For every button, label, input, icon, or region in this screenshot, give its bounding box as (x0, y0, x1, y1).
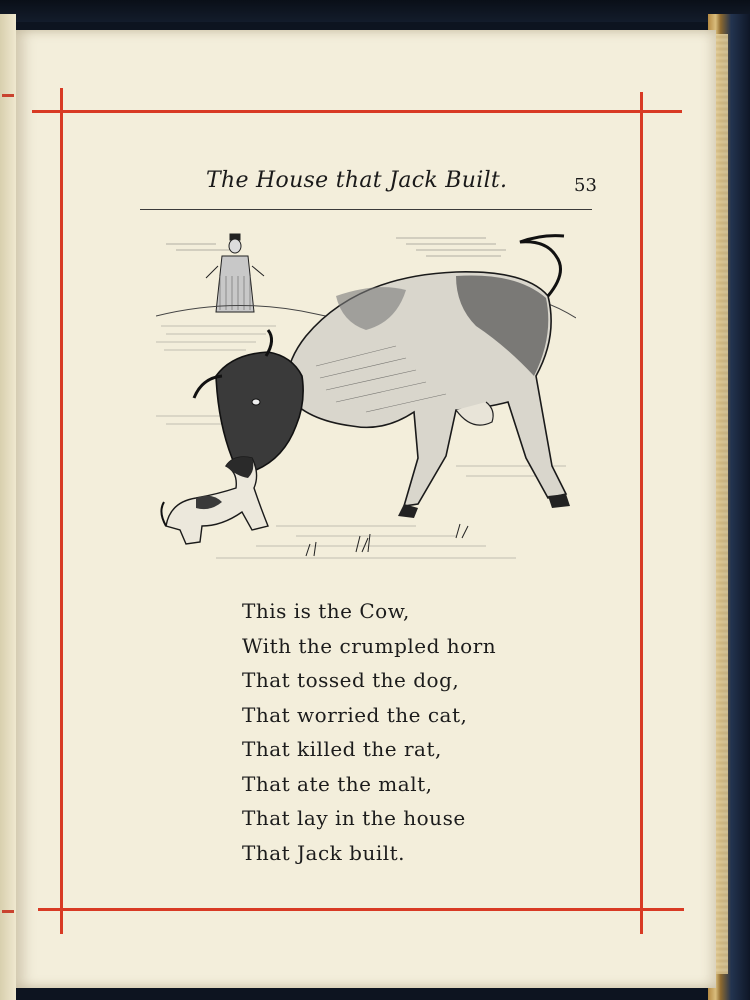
cow-dog-illustration (156, 226, 576, 570)
book-cover-top (0, 0, 750, 22)
facing-page-rule-tick (2, 910, 14, 913)
red-border-left (60, 88, 63, 934)
verse-line: That killed the rat, (242, 737, 442, 761)
red-border-bottom (38, 908, 684, 911)
verse (242, 594, 562, 870)
header-rule (140, 209, 592, 210)
sky-hatching (166, 238, 506, 256)
verse-line: That Jack built. (242, 840, 406, 865)
verse-line: This is the Cow, (242, 599, 410, 623)
facing-page-edge (0, 14, 16, 1000)
page-number: 53 (574, 175, 597, 196)
page-stack (714, 34, 728, 974)
milkmaid-figure (206, 234, 264, 312)
verse-line: That lay in the house (242, 806, 466, 830)
facing-page-rule-tick (2, 94, 14, 97)
verse-line: That ate the malt, (242, 771, 433, 796)
verse-line: That tossed the dog, (242, 668, 460, 692)
verse-line: That worried the cat, (242, 702, 468, 727)
verse-line: With the crumpled horn (242, 633, 497, 658)
grass (306, 524, 468, 556)
red-border-right (640, 92, 643, 934)
running-title: The House that Jack Built. (206, 168, 508, 193)
book-page (16, 30, 716, 988)
red-border-top (32, 110, 682, 113)
dog (161, 457, 268, 544)
